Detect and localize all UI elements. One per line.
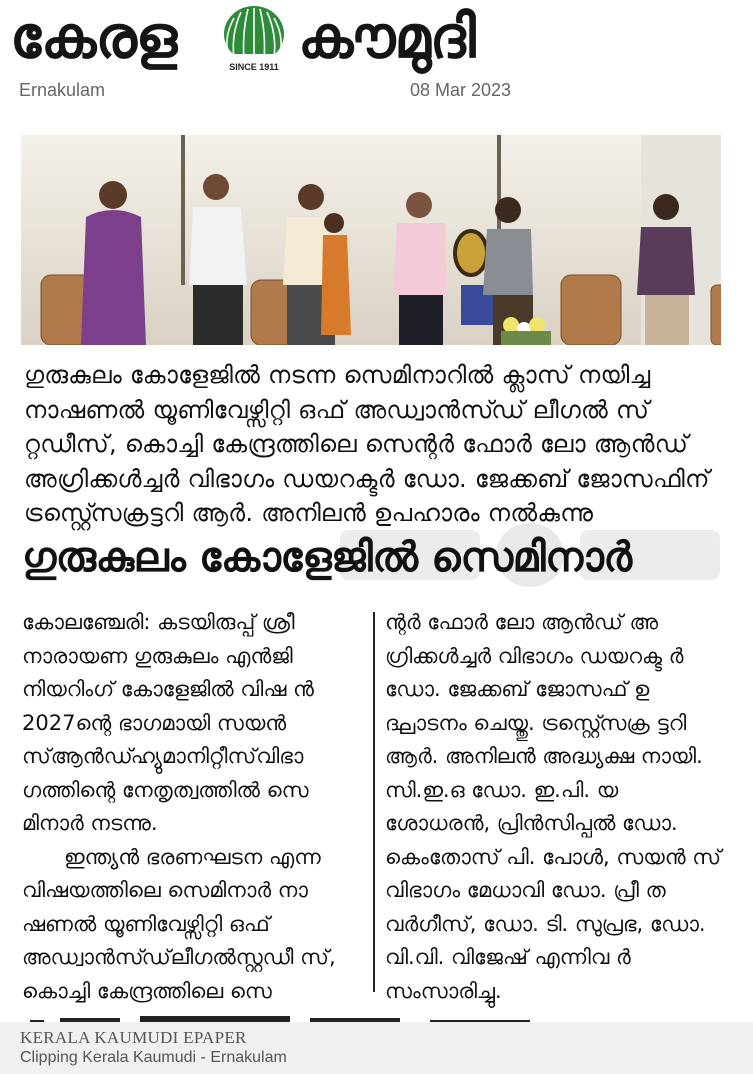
masthead-name-left: കേരള [10, 3, 177, 71]
caption-line: ട്രസ്റ്റ്സെക്രട്ടറി ആർ. അനിലൻ ഉപഹാരം നൽകുന്നു [24, 499, 594, 527]
article-column-right [385, 606, 725, 1008]
article-column-left [22, 606, 358, 1008]
caption-line: ഗുരുകുലം കോളേജിൽ നടന്ന സെമിനാറിൽ ക്ലാസ് നയിച്ച [24, 361, 651, 389]
epaper-footer [0, 1022, 753, 1074]
footer-title: KERALA KAUMUDI EPAPER [20, 1028, 247, 1047]
edition-label: Ernakulam [19, 80, 106, 100]
award-ceremony-photo-icon [21, 135, 721, 345]
masthead [0, 0, 753, 110]
footer-subtitle: Clipping Kerala Kaumudi - Ernakulam [20, 1049, 287, 1066]
date-label: 08 Mar 2023 [410, 80, 512, 100]
caption-line: അഗ്രിക്കൾച്ചർ വിഭാഗം ഡയറക്ടർ ഡോ. ജേക്കബ് ജോസഫിന് [24, 464, 710, 493]
masthead-name-right: കൗമുദി [298, 3, 475, 71]
article-paragraph: ഇന്ത്യൻ ഭരണഘടന എന്ന വിഷയത്തിലെ സെമിനാർ നാ ഷണൽ യൂണിവേഴ്സിറ്റി ഒഫ് അഡ്വാൻസ്ഡ്‌ലീഗൽസ്റ്റഡീ സ്, കൊച്ചി കേന്ദ്രത്തിലെ സെ [22, 844, 336, 1003]
news-photo [21, 135, 721, 345]
article-paragraph: ന്റർ ഫോർ ലോ ആൻഡ് അ ഗ്രിക്കൾച്ചർ വിഭാഗം ഡയറക്ട ർ ഡോ. ജേക്കബ് ജോസഫ് ഉ ദ്ഘാടനം ചെയ്തു. ട്രസ്റ്റ്സെക്ര ട്ടറി ആർ. അനിലൻ അദ്ധ്യക്ഷ നായി. സി.ഇ.ഒ ഡോ. ഇ.പി. യ ശോധരൻ, പ്രിൻസിപ്പൽ ഡോ. കെംതോസ് പി. പോൾ, സയൻ സ് വിഭാഗം മേധാവി ഡോ. പ്രീ ത വർഗീസ്, ഡോ. ടി. സുപ്രഭ, ഡോ. വി.വി. വിജേഷ് എന്നിവ ർ സംസാരിച്ചു. [385, 610, 722, 1003]
photo-caption [24, 358, 724, 531]
article-headline: ഗുരുകുലം കോളേജിൽ സെമിനാർ [22, 533, 632, 581]
caption-line: നാഷണൽ യൂണിവേഴ്സിറ്റി ഒഫ് അഡ്വാൻസ്ഡ് ലീഗൽ സ് [24, 395, 650, 424]
since-label: SINCE 1911 [229, 62, 279, 72]
caption-line: റ്റഡീസ്, കൊച്ചി കേന്ദ്രത്തിലെ സെന്റർ ഫോർ ലോ ആൻഡ് [24, 430, 689, 458]
column-divider [373, 612, 375, 992]
article-paragraph: കോലഞ്ചേരി: കടയിരുപ്പ് ശ്രീ നാരായണ ഗുരുകുലം എൻജി നിയറിംഗ് കോളേജിൽ വിഷ ൻ 2027ന്റെ ഭാഗമായി സയൻ സ്ആൻഡ്ഹ്യുമാനിറ്റീസ്‌വിഭാ ഗത്തിന്റെ നേതൃത്വത്തിൽ സെ മിനാർ നടന്നു. [22, 610, 314, 835]
